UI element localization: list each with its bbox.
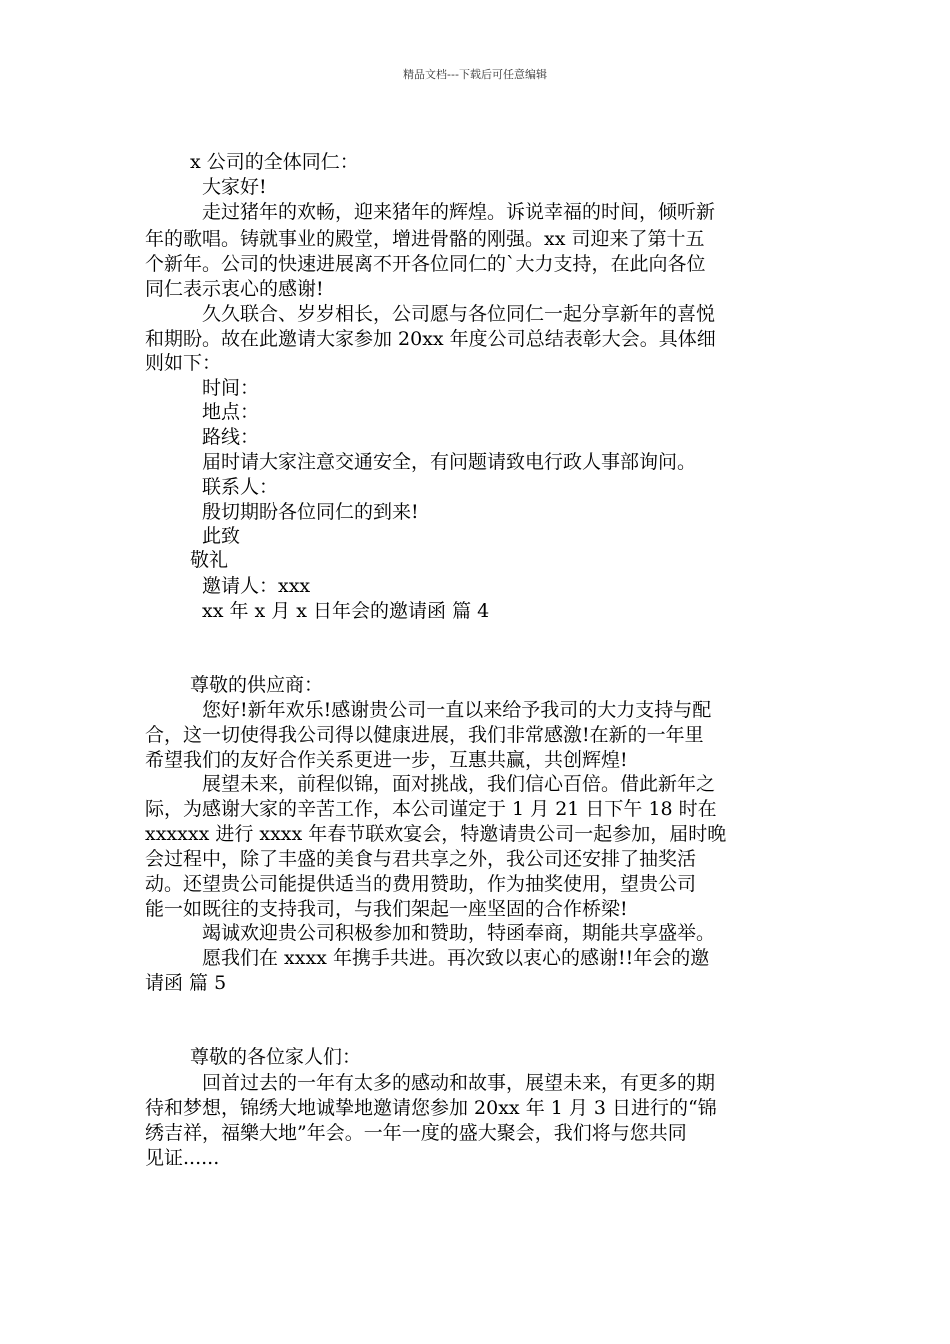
text-line: 竭诚欢迎贵公司积极参加和赞助，特函奉商，期能共享盛举。 bbox=[202, 922, 716, 944]
text-line: 合，这一切使得我公司得以健康进展，我们非常感激!在新的一年里 bbox=[145, 724, 704, 746]
text-line: 回首过去的一年有太多的感动和故事，展望未来，有更多的期 bbox=[202, 1072, 716, 1094]
text-line: 敬礼 bbox=[190, 549, 229, 571]
text-line: xx 年 x 月 x 日年会的邀请函 篇 4 bbox=[202, 600, 490, 622]
text-line: xxxxxx 进行 xxxx 年春节联欢宴会，特邀请贵公司一起参加，届时晚 bbox=[145, 823, 727, 845]
page-header: 精品文档---下载后可任意编辑 bbox=[403, 68, 547, 81]
text-line: 走过猪年的欢畅，迎来猪年的辉煌。诉说幸福的时间，倾听新 bbox=[202, 201, 716, 223]
text-line: 际，为感谢大家的辛苦工作，本公司谨定于 1 月 21 日下午 18 时在 bbox=[145, 798, 717, 820]
text-line: 绣吉祥，福樂大地”年会。一年一度的盛大聚会，我们将与您共同 bbox=[145, 1122, 687, 1144]
text-line: 届时请大家注意交通安全，有问题请致电行政人事部询问。 bbox=[202, 451, 697, 473]
text-line: 动。还望贵公司能提供适当的费用赞助，作为抽奖使用，望贵公司 bbox=[145, 873, 697, 895]
text-line: 能一如既往的支持我司，与我们架起一座坚固的合作桥梁! bbox=[145, 898, 628, 920]
text-line: 此致 bbox=[202, 525, 241, 547]
text-line: 地点： bbox=[202, 401, 260, 423]
text-line: 邀请人：xxx bbox=[202, 575, 311, 597]
text-line: 和期盼。故在此邀请大家参加 20xx 年度公司总结表彰大会。具体细 bbox=[145, 328, 716, 350]
text-line: x 公司的全体同仁： bbox=[190, 151, 359, 173]
text-line: 愿我们在 xxxx 年携手共进。再次致以衷心的感谢!!年会的邀 bbox=[202, 947, 710, 969]
text-line: 路线： bbox=[202, 426, 260, 448]
text-line: 联系人： bbox=[202, 476, 279, 498]
text-line: 则如下： bbox=[145, 352, 222, 374]
text-line: 待和梦想，锦绣大地诚挚地邀请您参加 20xx 年 1 月 3 日进行的“锦 bbox=[145, 1097, 717, 1119]
text-line: 希望我们的友好合作关系更进一步，互惠共赢，共创辉煌! bbox=[145, 749, 628, 771]
text-line: 殷切期盼各位同仁的到来! bbox=[202, 501, 419, 523]
text-line: 久久联合、岁岁相长，公司愿与各位同仁一起分享新年的喜悦 bbox=[202, 303, 716, 325]
text-line: 尊敬的各位家人们： bbox=[190, 1046, 362, 1068]
text-line: 见证...... bbox=[145, 1147, 220, 1169]
text-line: 同仁表示衷心的感谢! bbox=[145, 278, 324, 300]
text-line: 您好!新年欢乐!感谢贵公司一直以来给予我司的大力支持与配 bbox=[202, 699, 712, 721]
text-line: 大家好! bbox=[202, 176, 267, 198]
text-line: 时间： bbox=[202, 377, 260, 399]
text-line: 请函 篇 5 bbox=[145, 972, 227, 994]
text-line: 展望未来，前程似锦，面对挑战，我们信心百倍。借此新年之 bbox=[202, 773, 716, 795]
text-line: 年的歌唱。铸就事业的殿堂，增进骨骼的刚强。xx 司迎来了第十五 bbox=[145, 228, 705, 250]
text-line: 个新年。公司的快速进展离不开各位同仁的`大力支持，在此向各位 bbox=[145, 253, 706, 275]
text-line: 尊敬的供应商： bbox=[190, 674, 324, 696]
text-line: 会过程中，除了丰盛的美食与君共享之外，我公司还安排了抽奖活 bbox=[145, 848, 697, 870]
